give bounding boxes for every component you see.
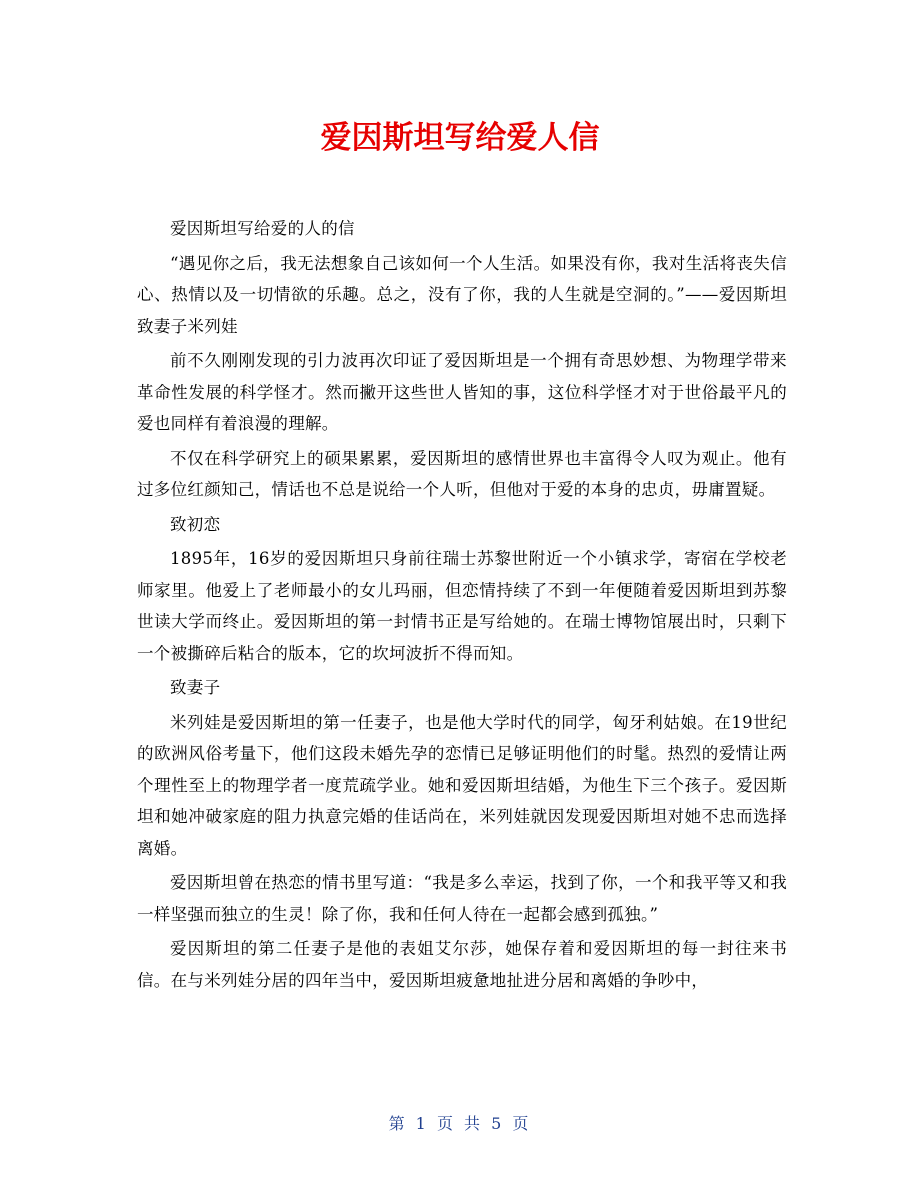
page-number-footer: 第 1 页 共 5 页 (388, 1114, 532, 1133)
section-heading: 致初恋 (170, 514, 221, 534)
paragraph: 爱因斯坦的第二任妻子是他的表姐艾尔莎，她保存着和爱因斯坦的每一封往来书信。在与米列娃分居的四年当中，爱因斯坦疲惫地扯进分居和离婚的争吵中， (137, 939, 787, 990)
paragraph: 爱因斯坦写给爱的人的信 (170, 219, 355, 238)
paragraph: 爱因斯坦曾在热恋的情书里写道：“我是多么幸运，找到了你，一个和我平等又和我一样坚强而独立的生灵！除了你，我和任何人待在一起都会感到孤独。” (137, 873, 787, 924)
paragraph: 前不久刚刚发现的引力波再次印证了爱因斯坦是一个拥有奇思妙想、为物理学带来革命性发展的科学怪才。然而撇开这些世人皆知的事，这位科学怪才对于世俗最平凡的爱也同样有着浪漫的理解。 (137, 351, 787, 433)
paragraph: 不仅在科学研究上的硕果累累，爱因斯坦的感情世界也丰富得令人叹为观止。他有过多位红颜知己，情话也不总是说给一个人听，但他对于爱的本身的忠贞，毋庸置疑。 (137, 448, 787, 499)
document-title: 爱因斯坦写给爱人信 (320, 120, 600, 156)
paragraph: “遇见你之后，我无法想象自己该如何一个人生活。如果没有你，我对生活将丧失信心、热情以及一切情欲的乐趣。总之，没有了你，我的人生就是空洞的。”——爱因斯坦致妻子米列娃 (137, 253, 787, 336)
document-body (137, 213, 787, 996)
section-heading: 致妻子 (170, 678, 221, 697)
paragraph: 米列娃是爱因斯坦的第一任妻子，也是他大学时代的同学，匈牙利姑娘。在19世纪的欧洲风俗考量下，他们这段未婚先孕的恋情已足够证明他们的时髦。热烈的爱情让两个理性至上的物理学者一度荒疏学业。她和爱因斯坦结婚，为他生下三个孩子。爱因斯坦和她冲破家庭的阻力执意完婚的佳话尚在，米列娃就因发现爱因斯坦对她不忠而选择离婚。 (137, 712, 787, 858)
paragraph: 1895年，16岁的爱因斯坦只身前往瑞士苏黎世附近一个小镇求学，寄宿在学校老师家里。他爱上了老师最小的女儿玛丽，但恋情持续了不到一年便随着爱因斯坦到苏黎世读大学而终止。爱因斯坦的第一封情书正是写给她的。在瑞士博物馆展出时，只剩下一个被撕碎后粘合的版本，它的坎坷波折不得而知。 (137, 549, 787, 663)
